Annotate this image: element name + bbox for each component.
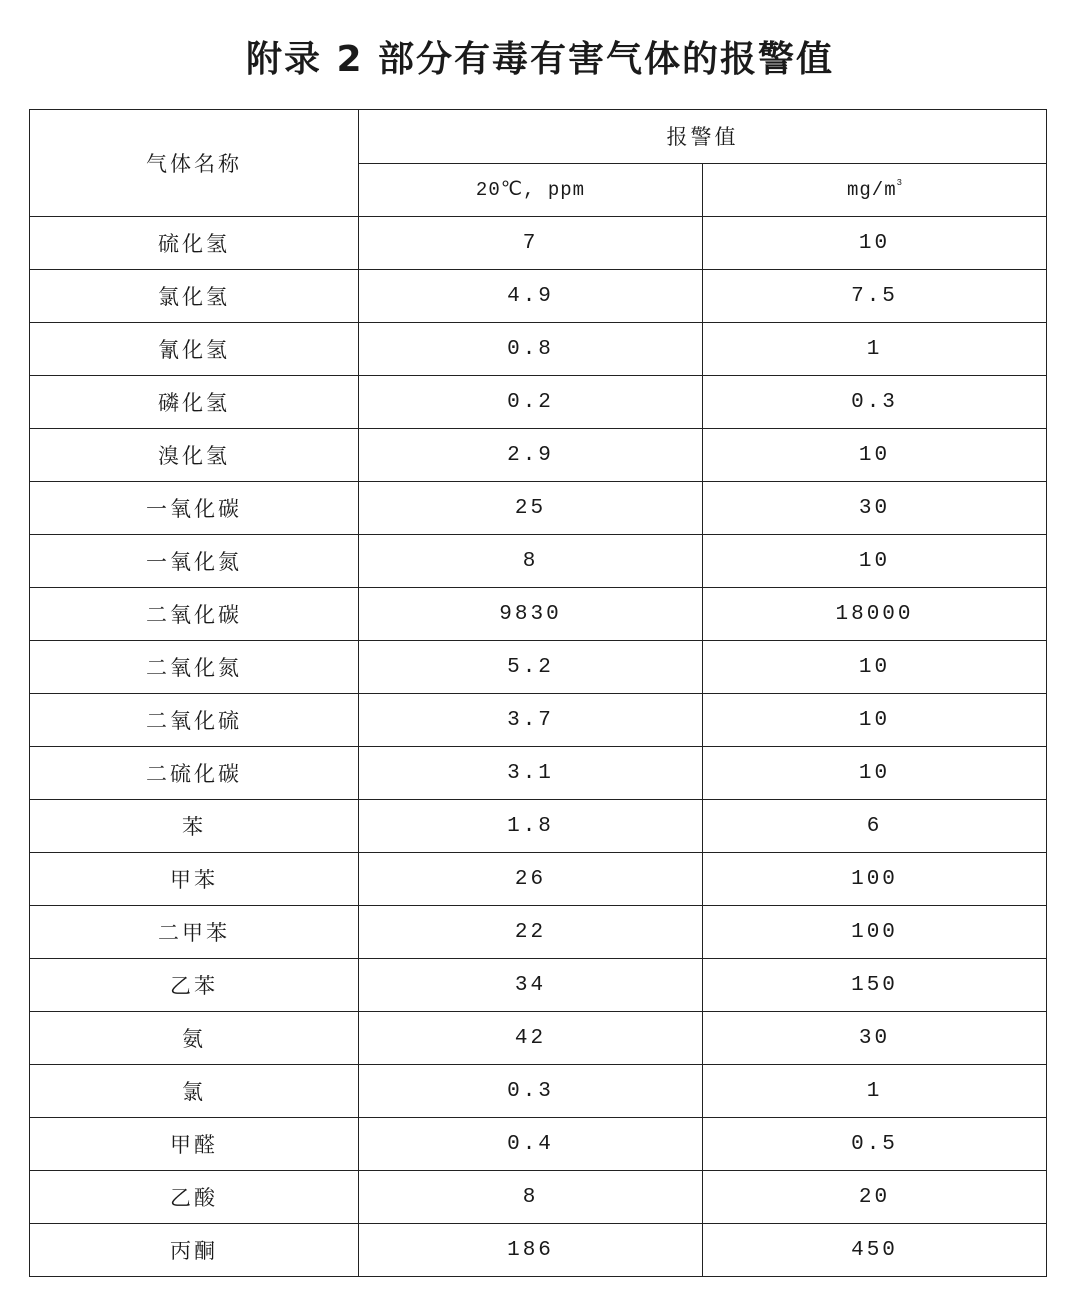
mgm3-value-cell: 150 [703, 959, 1047, 1012]
header-mgm3 [703, 163, 1047, 217]
header-gas-name: 气体名称 [30, 110, 359, 217]
mgm3-value-cell: 10 [703, 535, 1047, 588]
gas-name-cell: 二氧化硫 [30, 694, 359, 747]
ppm-value-cell: 7 [359, 217, 703, 270]
ppm-value-cell: 1.8 [359, 800, 703, 853]
table-row [30, 270, 1047, 323]
ppm-value-cell: 26 [359, 853, 703, 906]
table-row [30, 323, 1047, 376]
mgm3-value-cell: 0.5 [703, 1118, 1047, 1171]
mgm3-value-cell: 100 [703, 853, 1047, 906]
ppm-value-cell: 4.9 [359, 270, 703, 323]
gas-name-cell: 二硫化碳 [30, 747, 359, 800]
table-row [30, 1012, 1047, 1065]
ppm-value-cell: 25 [359, 482, 703, 535]
mgm3-value-cell: 30 [703, 1012, 1047, 1065]
table-row [30, 482, 1047, 535]
ppm-value-cell: 0.4 [359, 1118, 703, 1171]
table-row [30, 906, 1047, 959]
gas-name-cell: 氯化氢 [30, 270, 359, 323]
header-alarm-value: 报警值 [359, 110, 1047, 164]
gas-name-cell: 一氧化碳 [30, 482, 359, 535]
table-row [30, 959, 1047, 1012]
ppm-value-cell: 8 [359, 1171, 703, 1224]
mgm3-value-cell: 7.5 [703, 270, 1047, 323]
table-row [30, 747, 1047, 800]
ppm-value-cell: 3.1 [359, 747, 703, 800]
table-row [30, 1065, 1047, 1118]
gas-name-cell: 一氧化氮 [30, 535, 359, 588]
ppm-value-cell: 0.8 [359, 323, 703, 376]
gas-name-cell: 氨 [30, 1012, 359, 1065]
mgm3-value-cell: 18000 [703, 588, 1047, 641]
table-row [30, 1118, 1047, 1171]
gas-name-cell: 磷化氢 [30, 376, 359, 429]
mgm3-value-cell: 10 [703, 641, 1047, 694]
gas-name-cell: 甲苯 [30, 853, 359, 906]
mgm3-value-cell: 450 [703, 1224, 1047, 1277]
ppm-value-cell: 22 [359, 906, 703, 959]
gas-name-cell: 氰化氢 [30, 323, 359, 376]
mgm3-value-cell: 10 [703, 747, 1047, 800]
page-title: 附录 2 部分有毒有害气体的报警值 [245, 39, 835, 80]
mgm3-value-cell: 30 [703, 482, 1047, 535]
table-row [30, 1224, 1047, 1277]
gas-name-cell: 苯 [30, 800, 359, 853]
table-row [30, 217, 1047, 270]
mgm3-value-cell: 100 [703, 906, 1047, 959]
mgm3-value-cell: 6 [703, 800, 1047, 853]
gas-name-cell: 硫化氢 [30, 217, 359, 270]
header-ppm: 20℃, ppm [359, 163, 703, 217]
table-row [30, 588, 1047, 641]
mgm3-value-cell: 10 [703, 694, 1047, 747]
table-row [30, 376, 1047, 429]
ppm-value-cell: 2.9 [359, 429, 703, 482]
ppm-value-cell: 9830 [359, 588, 703, 641]
gas-name-cell: 甲醛 [30, 1118, 359, 1171]
header-mgm3-base: mg/m [846, 179, 897, 202]
mgm3-value-cell: 1 [703, 1065, 1047, 1118]
ppm-value-cell: 0.2 [359, 376, 703, 429]
header-row-1 [30, 110, 1047, 164]
header-mgm3-sup: 3 [896, 178, 902, 189]
ppm-value-cell: 8 [359, 535, 703, 588]
table-row [30, 535, 1047, 588]
ppm-value-cell: 0.3 [359, 1065, 703, 1118]
mgm3-value-cell: 0.3 [703, 376, 1047, 429]
gas-alarm-table [29, 109, 1047, 1277]
ppm-value-cell: 5.2 [359, 641, 703, 694]
gas-name-cell: 溴化氢 [30, 429, 359, 482]
table-body [30, 217, 1047, 1277]
mgm3-value-cell: 10 [703, 429, 1047, 482]
table-row [30, 800, 1047, 853]
gas-name-cell: 二氧化碳 [30, 588, 359, 641]
gas-name-cell: 二氧化氮 [30, 641, 359, 694]
table-row [30, 429, 1047, 482]
ppm-value-cell: 42 [359, 1012, 703, 1065]
mgm3-value-cell: 10 [703, 217, 1047, 270]
gas-name-cell: 乙酸 [30, 1171, 359, 1224]
mgm3-value-cell: 20 [703, 1171, 1047, 1224]
ppm-value-cell: 186 [359, 1224, 703, 1277]
table-row [30, 694, 1047, 747]
gas-name-cell: 氯 [30, 1065, 359, 1118]
table-row [30, 641, 1047, 694]
mgm3-value-cell: 1 [703, 323, 1047, 376]
gas-name-cell: 二甲苯 [30, 906, 359, 959]
ppm-value-cell: 3.7 [359, 694, 703, 747]
table-row [30, 1171, 1047, 1224]
gas-name-cell: 丙酮 [30, 1224, 359, 1277]
gas-name-cell: 乙苯 [30, 959, 359, 1012]
ppm-value-cell: 34 [359, 959, 703, 1012]
table-row [30, 853, 1047, 906]
